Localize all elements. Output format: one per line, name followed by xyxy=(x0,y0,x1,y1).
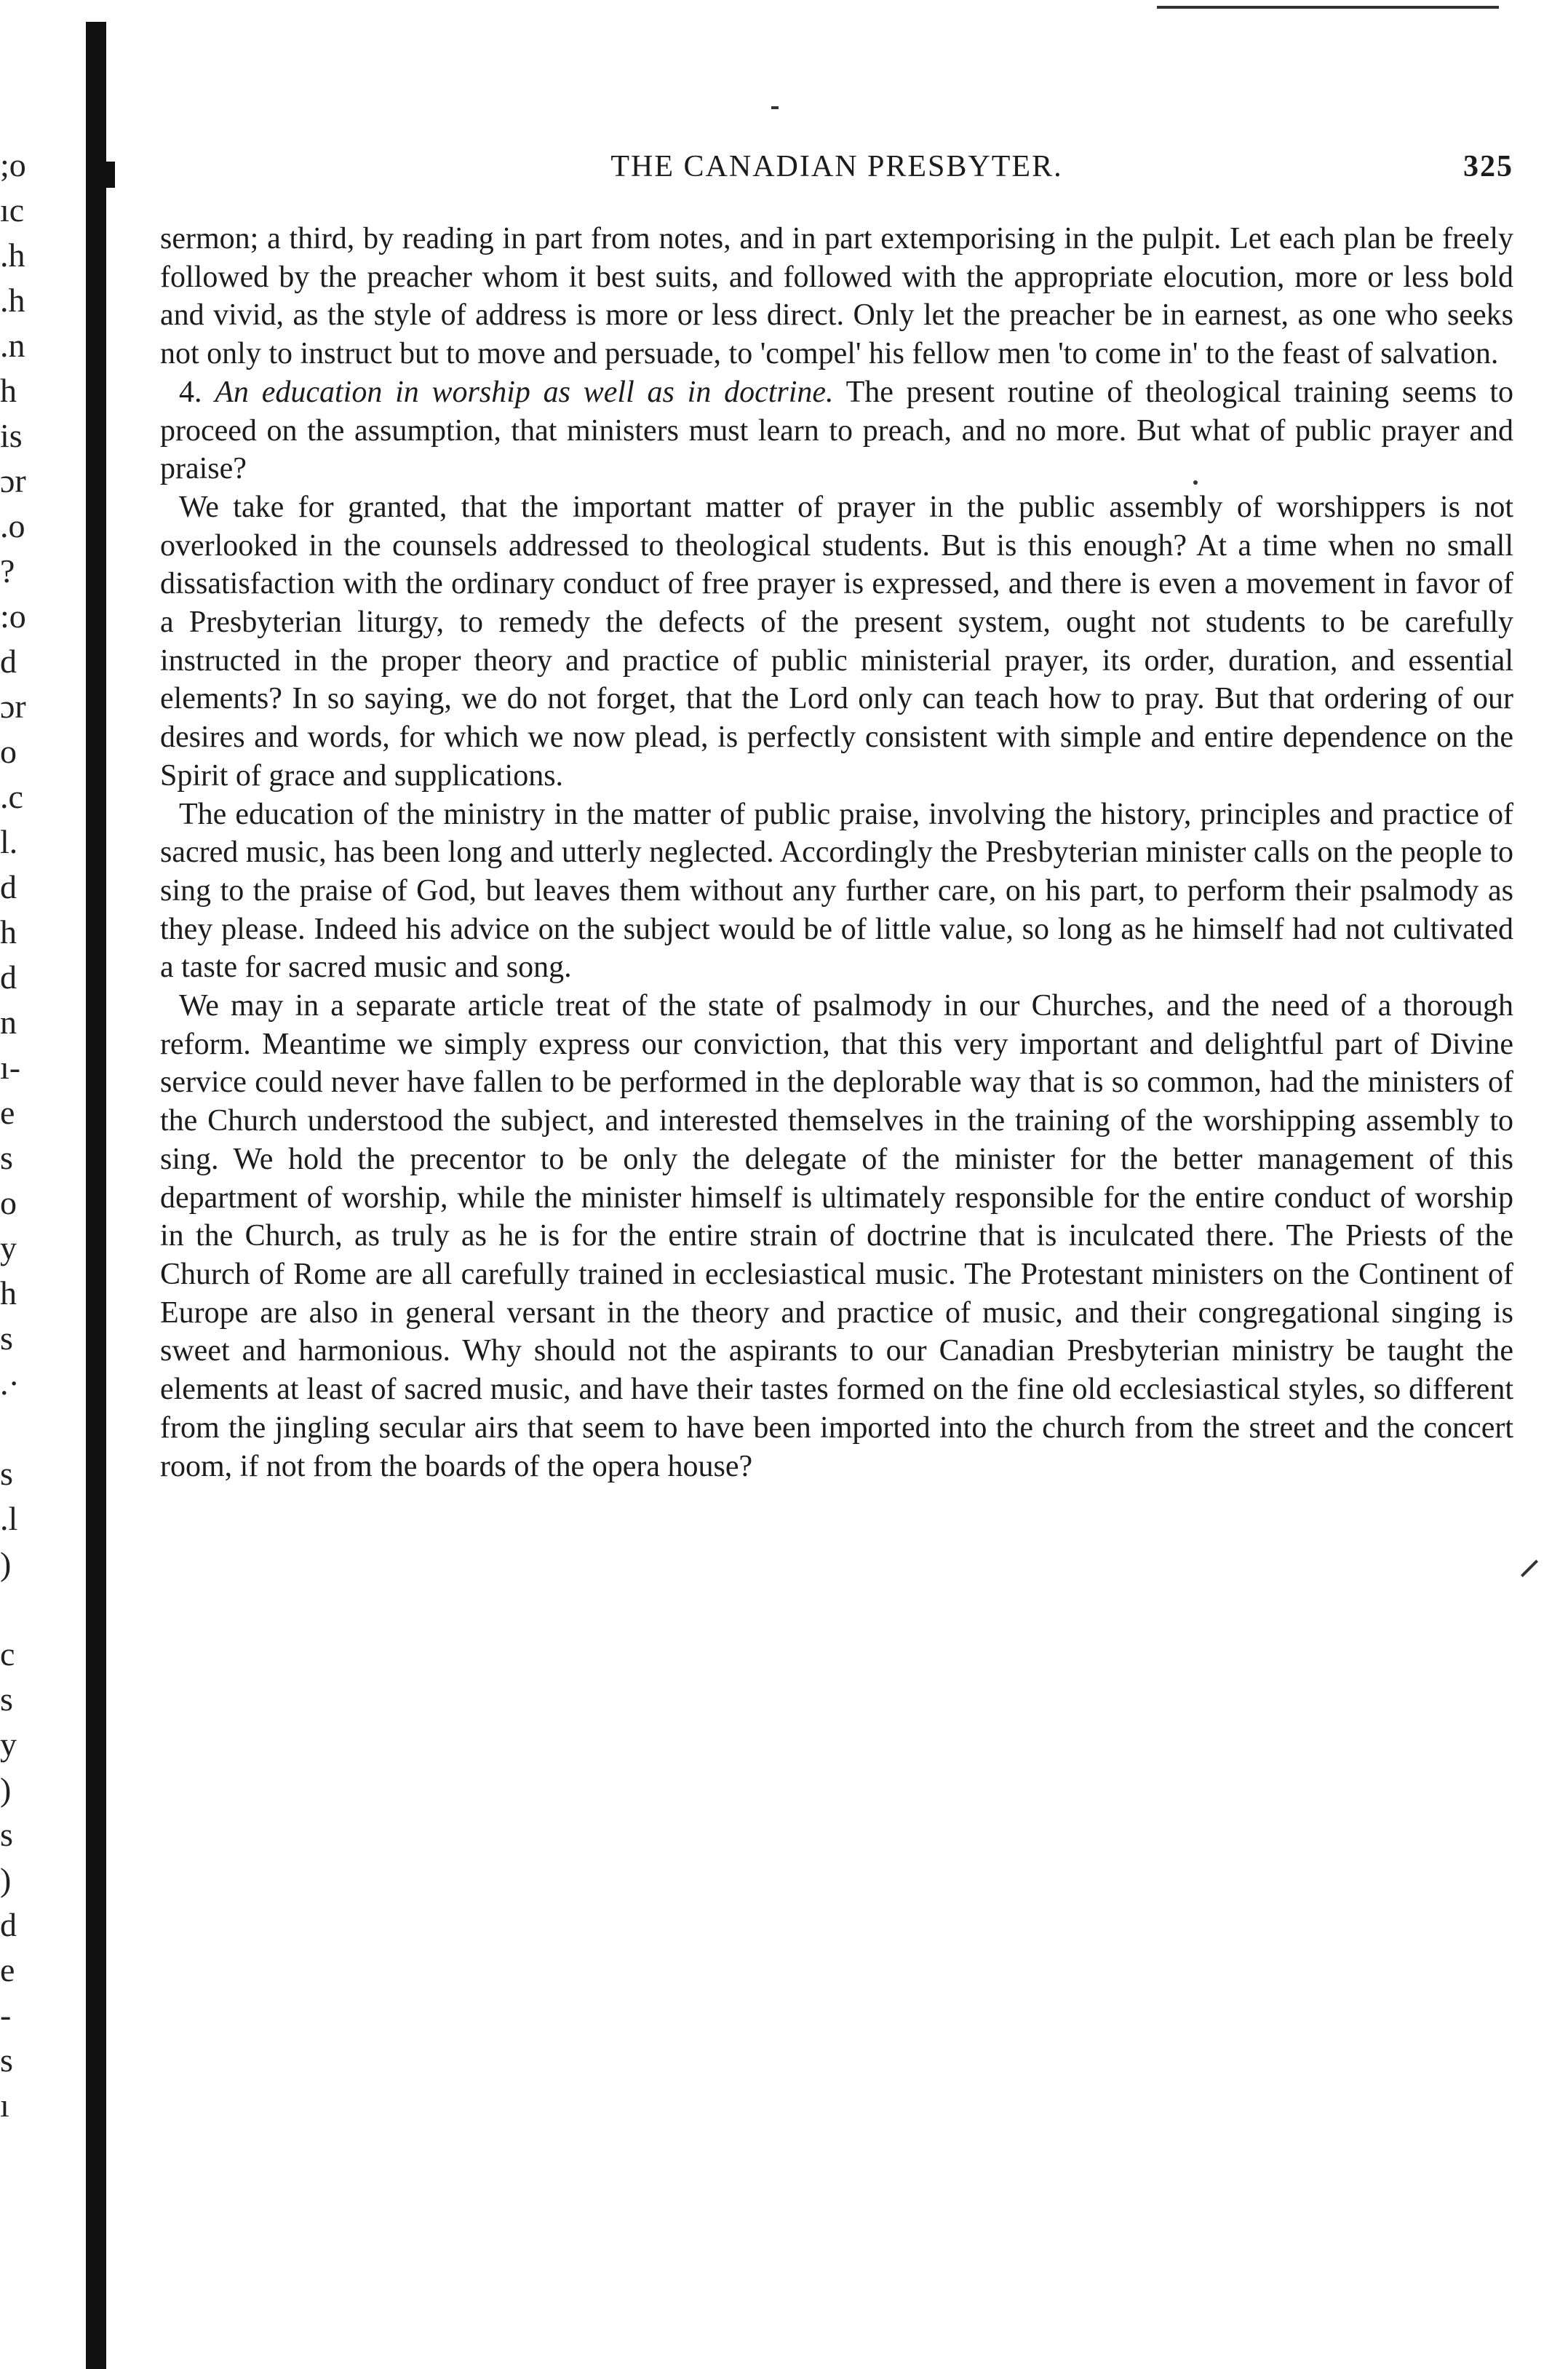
margin-fragment: ? xyxy=(0,552,15,590)
margin-fragment: d xyxy=(0,868,17,905)
margin-fragment: ɔr xyxy=(0,462,26,499)
scan-artifact-mark xyxy=(1193,480,1198,485)
margin-fragment: is xyxy=(0,417,23,454)
body-text xyxy=(160,220,1513,1485)
margin-fragment: o xyxy=(0,733,17,770)
scan-artifact-mark xyxy=(771,106,779,109)
margin-fragment: .h xyxy=(0,282,25,319)
running-head xyxy=(160,149,1513,200)
margin-fragment: d xyxy=(0,1906,17,1943)
margin-fragment: ı- xyxy=(0,1049,21,1086)
margin-fragment: s xyxy=(0,1680,13,1718)
paragraph: We take for granted, that the important matter of prayer in the public assembly of worshippers is not overlooked in the counsels addressed to theological students. But is this enough? At a time when no small dissatisfaction with the ordinary conduct of free prayer is expressed, and there is even a movement in favor of a Presbyterian liturgy, to remedy the defects of the present system, ought not students to be carefully instructed in the proper theory and practice of public ministerial prayer, its order, duration, and essential elements? In so saying, we do not forget, that the Lord only can teach how to pray. But that ordering of our desires and words, for which we now plead, is perfectly consistent with simple and entire dependence on the Spirit of grace and supplications. xyxy=(160,490,1513,793)
paragraph: sermon; a third, by reading in part from notes, and in part extemporising in the pulpit. Let each plan be freely followed by the preacher whom it best suits, and followed with the appropriate elocution, more or less bold and vivid, as the style of address is more or less direct. Only let the preacher be in earnest, as one who seeks not only to instruct but to move and persuade, to 'compel' his fellow men 'to come in' to the feast of salvation. xyxy=(160,222,1513,371)
margin-fragment: s xyxy=(0,1320,13,1357)
margin-fragment: l. xyxy=(0,823,18,860)
margin-fragment: ) xyxy=(0,1771,12,1808)
margin-fragment: .h xyxy=(0,237,25,274)
running-title: THE CANADIAN PRESBYTER. xyxy=(610,150,1063,183)
margin-fragment: ;o xyxy=(0,146,26,183)
margin-fragment: h xyxy=(0,372,17,409)
margin-fragment xyxy=(0,1406,80,1451)
margin-fragment: ɔr xyxy=(0,688,26,725)
margin-fragment: .o xyxy=(0,507,25,544)
margin-fragment: - xyxy=(0,1996,12,2033)
item-number: 4. xyxy=(179,375,215,409)
margin-fragment: h xyxy=(0,913,17,951)
margin-fragment: d xyxy=(0,643,17,680)
margin-fragment: ) xyxy=(0,1545,12,1582)
margin-fragment: o xyxy=(0,1184,17,1221)
margin-fragment: d xyxy=(0,959,17,996)
margin-fragment: e xyxy=(0,1951,15,1988)
margin-fragment: .n xyxy=(0,327,25,364)
paragraph-text: The present routine of theological training seems to proceed on the assumption, that ministers must learn to preach, and no more. But what of public prayer and praise? xyxy=(160,375,1514,486)
facing-page-margin-fragments xyxy=(0,143,80,2128)
margin-fragment: s xyxy=(0,1139,13,1176)
paragraph: The education of the ministry in the matter of public praise, involving the history, principles and practice of sacred music, has been long and utterly neglected. Accordingly the Presbyterian minister calls on the people to sing to the praise of God, but leaves them without any further care, on his part, to perform their psalmody as they please. Indeed his advice on the subject would be of little value, so long as he himself had not cultivated a taste for sacred music and song. xyxy=(160,797,1513,985)
margin-fragment: y xyxy=(0,1229,17,1266)
margin-fragment: h xyxy=(0,1274,17,1312)
margin-fragment: .l xyxy=(0,1500,18,1537)
margin-fragment: n xyxy=(0,1004,17,1041)
margin-fragment xyxy=(0,1587,80,1632)
margin-fragment: e xyxy=(0,1094,15,1131)
binding-notch xyxy=(105,162,115,188)
margin-fragment: ıc xyxy=(0,191,25,229)
margin-fragment: .c xyxy=(0,778,23,815)
margin-fragment: :o xyxy=(0,598,26,635)
margin-fragment: s xyxy=(0,1455,13,1492)
item-heading: An education in worship as well as in doctrine. xyxy=(215,375,834,409)
scan-artifact-mark xyxy=(1521,1560,1538,1577)
paragraph-heading-item xyxy=(160,373,1513,488)
margin-fragment: ı xyxy=(0,2087,9,2124)
margin-fragment: c xyxy=(0,1635,15,1672)
margin-fragment: s xyxy=(0,2041,13,2079)
margin-fragment: .· xyxy=(0,1365,20,1402)
margin-fragment: ) xyxy=(0,1861,12,1898)
margin-fragment: s xyxy=(0,1816,13,1853)
page-number: 325 xyxy=(1463,150,1513,183)
page-binding-edge xyxy=(86,22,106,2369)
paragraph: We may in a separate article treat of the state of psalmody in our Churches, and the need of a thorough reform. Meantime we simply express our conviction, that this very important and delightful part of Divine service could never have fallen to be performed in the deplorable way that is so common, had the ministers of the Church understood the subject, and interested themselves in the training of the worshipping assembly to sing. We hold the precentor to be only the delegate of the minister for the better management of this department of worship, while the minister himself is ultimately responsible for the entire conduct of worship in the Church, as truly as he is for the entire strain of doctrine that is inculcated there. The Priests of the Church of Rome are all carefully trained in ecclesiastical music. The Protestant ministers on the Continent of Europe are also in general versant in the theory and practice of music, and their congregational singing is sweet and harmonious. Why should not the aspirants to our Canadian Presbyterian ministry be taught the elements at least of sacred music, and have their tastes formed on the fine old ecclesiastical styles, so different from the jingling secular airs that seem to have been imported into the church from the street and the concert room, if not from the boards of the opera house? xyxy=(160,989,1513,1483)
margin-fragment: y xyxy=(0,1726,17,1763)
scan-artifact-mark xyxy=(1157,6,1499,9)
